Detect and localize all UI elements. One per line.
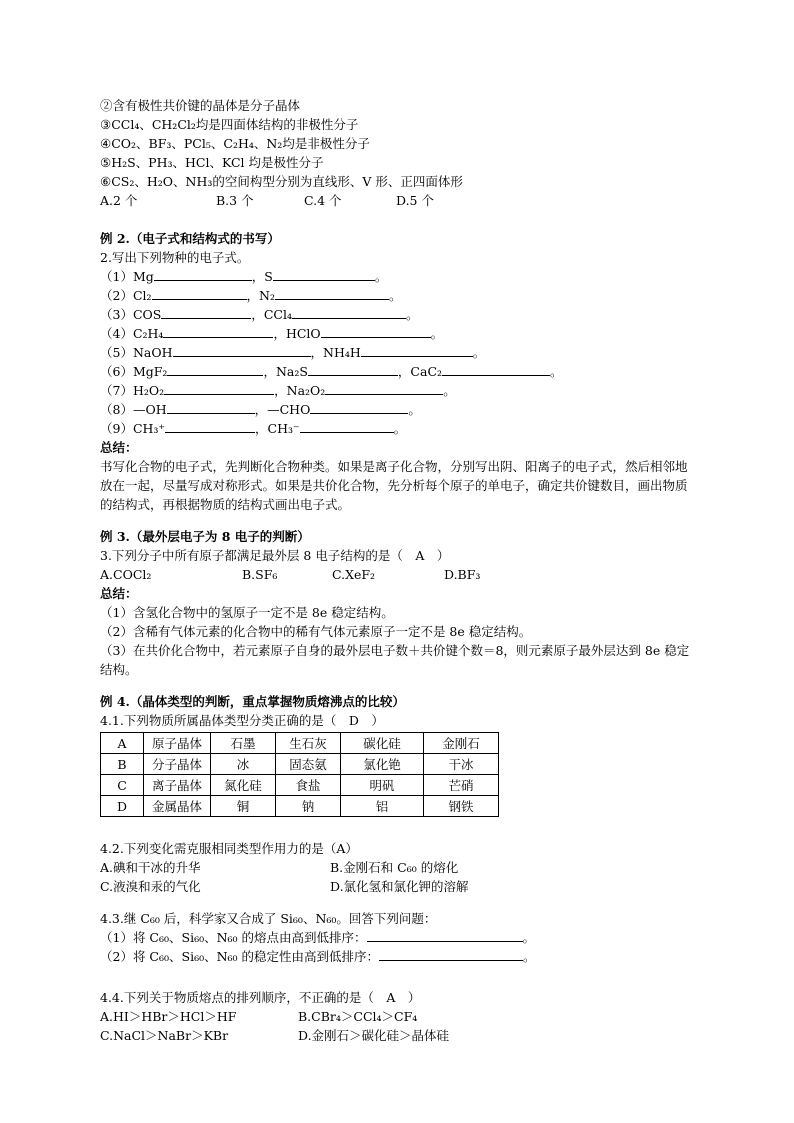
answer-blank[interactable] — [308, 362, 398, 376]
ex3-summary-label: 总结： — [100, 586, 138, 601]
table-cell: 原子晶体 — [144, 733, 211, 754]
ex2-question: 2.写出下列物种的电子式。 — [100, 250, 250, 265]
table-row — [101, 754, 499, 775]
option-a: A.HI＞HBr＞HCl＞HF — [100, 1009, 237, 1024]
answer-blank[interactable] — [292, 305, 406, 319]
intro-options — [100, 191, 700, 210]
table-cell: 分子晶体 — [144, 754, 211, 775]
option-a: A.COCl₂ — [100, 567, 152, 582]
option-c: C.4 个 — [304, 193, 342, 208]
row-end: 。 — [388, 288, 402, 303]
ex4-q2: 4.2.下列变化需克服相同类型作用力的是（A） — [100, 841, 358, 856]
row-species-a: CH₃⁺ — [132, 421, 166, 436]
row-end: 。 — [405, 307, 419, 322]
answer-blank[interactable] — [152, 286, 247, 300]
answer-blank[interactable] — [165, 419, 255, 433]
row-species-a: H₂O₂ — [132, 383, 165, 398]
row-species-a: COS — [132, 307, 162, 322]
ex2-row-6 — [100, 362, 700, 381]
intro-item-3: ③CCl₄、CH₂Cl₂均是四面体结构的非极性分子 — [100, 117, 359, 132]
answer-blank[interactable] — [442, 362, 550, 376]
row-species-a: Mg — [132, 269, 154, 284]
ex4-q2-options-2 — [100, 877, 700, 896]
ex2-row-8 — [100, 400, 700, 419]
option-d: D.5 个 — [396, 193, 434, 208]
ex4-q2-options-1 — [100, 858, 700, 877]
ex2-summary-label: 总结： — [100, 440, 138, 455]
answer-blank[interactable] — [367, 928, 523, 942]
row-num: （5） — [100, 345, 133, 360]
row-num: （6） — [100, 364, 133, 379]
row-num: （4） — [100, 326, 133, 341]
row-end: 。 — [472, 345, 486, 360]
table-row — [101, 733, 499, 754]
intro-list — [100, 96, 700, 210]
option-b: B.3 个 — [216, 193, 254, 208]
answer-blank[interactable] — [310, 400, 408, 414]
item-text: （2）将 C₆₀、Si₆₀、N₆₀ 的稳定性由高到低排序： — [100, 949, 380, 964]
worksheet-page — [100, 96, 700, 1045]
row-species-a: NaOH — [132, 345, 173, 360]
answer-blank[interactable] — [325, 381, 443, 395]
row-species-b: ，N₂ — [246, 288, 275, 303]
table-cell: 金属晶体 — [144, 796, 211, 817]
table-cell: 钢铁 — [424, 796, 499, 817]
ex4-heading: 例 4.（晶体类型的判断，重点掌握物质熔沸点的比较） — [100, 694, 405, 709]
table-cell: 铝 — [341, 796, 424, 817]
table-row — [101, 796, 499, 817]
table-cell: 氮化硅 — [211, 775, 276, 796]
row-species-a: C₂H₄ — [132, 326, 164, 341]
table-cell: 氯化铯 — [341, 754, 424, 775]
row-species-b: ，S — [251, 269, 273, 284]
ex2-row-3 — [100, 305, 700, 324]
answer-blank[interactable] — [273, 267, 375, 281]
option-c: C.XeF₂ — [332, 567, 376, 582]
row-num: （2） — [100, 288, 133, 303]
item-end: 。 — [523, 949, 536, 964]
table-cell: 铜 — [211, 796, 276, 817]
answer-blank[interactable] — [154, 267, 252, 281]
row-species-a: —OH — [132, 402, 167, 417]
row-end: 。 — [430, 326, 444, 341]
row-species-b: ，CH₃⁻ — [255, 421, 300, 436]
ex2-row-7 — [100, 381, 700, 400]
answer-blank[interactable] — [361, 343, 473, 357]
table-cell: 冰 — [211, 754, 276, 775]
option-c: C.NaCl＞NaBr＞KBr — [100, 1028, 229, 1043]
row-num: （1） — [100, 269, 133, 284]
answer-blank[interactable] — [173, 343, 311, 357]
intro-item-5: ⑤H₂S、PH₃、HCl、KCl 均是极性分子 — [100, 155, 324, 170]
table-cell: 明矾 — [341, 775, 424, 796]
intro-item-4: ④CO₂、BF₃、PCl₅、C₂H₄、N₂均是非极性分子 — [100, 136, 370, 151]
row-num: （8） — [100, 402, 133, 417]
answer-blank[interactable] — [163, 324, 273, 338]
intro-item-2: ②含有极性共价键的晶体是分子晶体 — [100, 98, 301, 113]
ex2-heading: 例 2.（电子式和结构式的书写） — [100, 231, 280, 246]
option-d: D.氯化氢和氯化钾的溶解 — [330, 879, 469, 894]
ex2-row-5 — [100, 343, 700, 362]
option-b: B.SF₆ — [242, 567, 278, 582]
option-b: B.CBr₄＞CCl₄＞CF₄ — [298, 1009, 418, 1024]
row-species-b: ，CCl₄ — [251, 307, 292, 322]
option-d: D.金刚石＞碳化硅＞晶体硅 — [298, 1028, 450, 1043]
row-species-b: ，HClO — [273, 326, 321, 341]
answer-blank[interactable] — [167, 362, 263, 376]
table-cell: 碳化硅 — [341, 733, 424, 754]
ex2-row-2 — [100, 286, 700, 305]
ex2-row-1 — [100, 267, 700, 286]
ex3-heading: 例 3.（最外层电子为 8 电子的判断） — [100, 529, 310, 544]
row-end: 。 — [443, 383, 456, 398]
table-cell: A — [101, 733, 144, 754]
row-species-b: ，Na₂S — [263, 364, 308, 379]
row-end: 。 — [374, 269, 388, 284]
ex2-summary: 书写化合物的电子式，先判断化合物种类。如果是离子化合物，分别写出阴、阳离子的电子式，然后相邻地放在一起，尽量写成对称形式。如果是共价化合物，先分析每个原子的单电子，确定共价键数目，画出物质的结构式，再根据物质的结构式画出电子式。 — [100, 459, 688, 512]
ex3-summary-2: （2）含稀有气体元素的化合物中的稀有气体元素原子一定不是 8e 稳定结构。 — [100, 624, 532, 639]
ex3-question: 3.下列分子中所有原子都满足最外层 8 电子结构的是（ A ） — [100, 548, 450, 563]
answer-blank[interactable] — [379, 947, 523, 961]
table-cell: B — [101, 754, 144, 775]
option-d: D.BF₃ — [444, 567, 481, 582]
row-species-b: ，—CHO — [254, 402, 311, 417]
answer-blank[interactable] — [164, 381, 274, 395]
table-cell: C — [101, 775, 144, 796]
crystal-type-table — [100, 732, 499, 817]
answer-blank[interactable] — [167, 400, 255, 414]
ex4-q4-options-2 — [100, 1026, 700, 1045]
option-a: A.2 个 — [100, 193, 138, 208]
ex4-q3-item-1 — [100, 928, 700, 947]
row-num: （3） — [100, 307, 133, 322]
row-num: （9） — [100, 421, 133, 436]
ex3-summary-3: （3）在共价化合物中，若元素原子自身的最外层电子数＋共价键个数＝8，则元素原子最外层达到 8e 稳定结构。 — [100, 643, 690, 677]
answer-blank[interactable] — [321, 324, 431, 338]
item-text: （1）将 C₆₀、Si₆₀、N₆₀ 的熔点由高到低排序： — [100, 930, 367, 945]
intro-item-6: ⑥CS₂、H₂O、NH₃的空间构型分别为直线形、V 形、正四面体形 — [100, 174, 463, 189]
answer-blank[interactable] — [300, 419, 394, 433]
table-row — [101, 775, 499, 796]
table-cell: 干冰 — [424, 754, 499, 775]
item-end: 。 — [522, 930, 536, 945]
table-cell: 固态氨 — [276, 754, 341, 775]
ex4-q4: 4.4.下列关于物质熔点的排列顺序，不正确的是（ A ） — [100, 990, 421, 1005]
table-cell: 钠 — [276, 796, 341, 817]
table-cell: D — [101, 796, 144, 817]
row-species-c: ，CaC₂ — [397, 364, 443, 379]
row-end: 。 — [393, 421, 407, 436]
table-cell: 芒硝 — [424, 775, 499, 796]
option-b: B.金刚石和 C₆₀ 的熔化 — [330, 860, 459, 875]
row-end: 。 — [408, 402, 421, 417]
ex4-q3-item-2 — [100, 947, 700, 966]
ex3-options — [100, 565, 700, 584]
ex4-q3: 4.3.继 C₆₀ 后，科学家又合成了 Si₆₀、N₆₀。回答下列问题： — [100, 911, 437, 926]
row-species-b: ，NH₄H — [310, 345, 361, 360]
ex4-q1: 4.1.下列物质所属晶体类型分类正确的是（ D ） — [100, 713, 384, 728]
ex4-q4-options-1 — [100, 1007, 700, 1026]
row-num: （7） — [100, 383, 133, 398]
row-species-a: MgF₂ — [132, 364, 168, 379]
option-a: A.碘和干冰的升华 — [100, 860, 201, 875]
answer-blank[interactable] — [161, 305, 251, 319]
table-cell: 生石灰 — [276, 733, 341, 754]
table-cell: 金刚石 — [424, 733, 499, 754]
row-species-a: Cl₂ — [132, 288, 152, 303]
table-cell: 离子晶体 — [144, 775, 211, 796]
row-species-b: ，Na₂O₂ — [274, 383, 326, 398]
option-c: C.液溴和汞的气化 — [100, 879, 201, 894]
table-cell: 食盐 — [276, 775, 341, 796]
answer-blank[interactable] — [275, 286, 389, 300]
ex3-summary-1: （1）含氢化合物中的氢原子一定不是 8e 稳定结构。 — [100, 605, 394, 620]
row-end: 。 — [550, 364, 563, 379]
table-cell: 石墨 — [211, 733, 276, 754]
ex2-row-4 — [100, 324, 700, 343]
ex2-row-9 — [100, 419, 700, 438]
